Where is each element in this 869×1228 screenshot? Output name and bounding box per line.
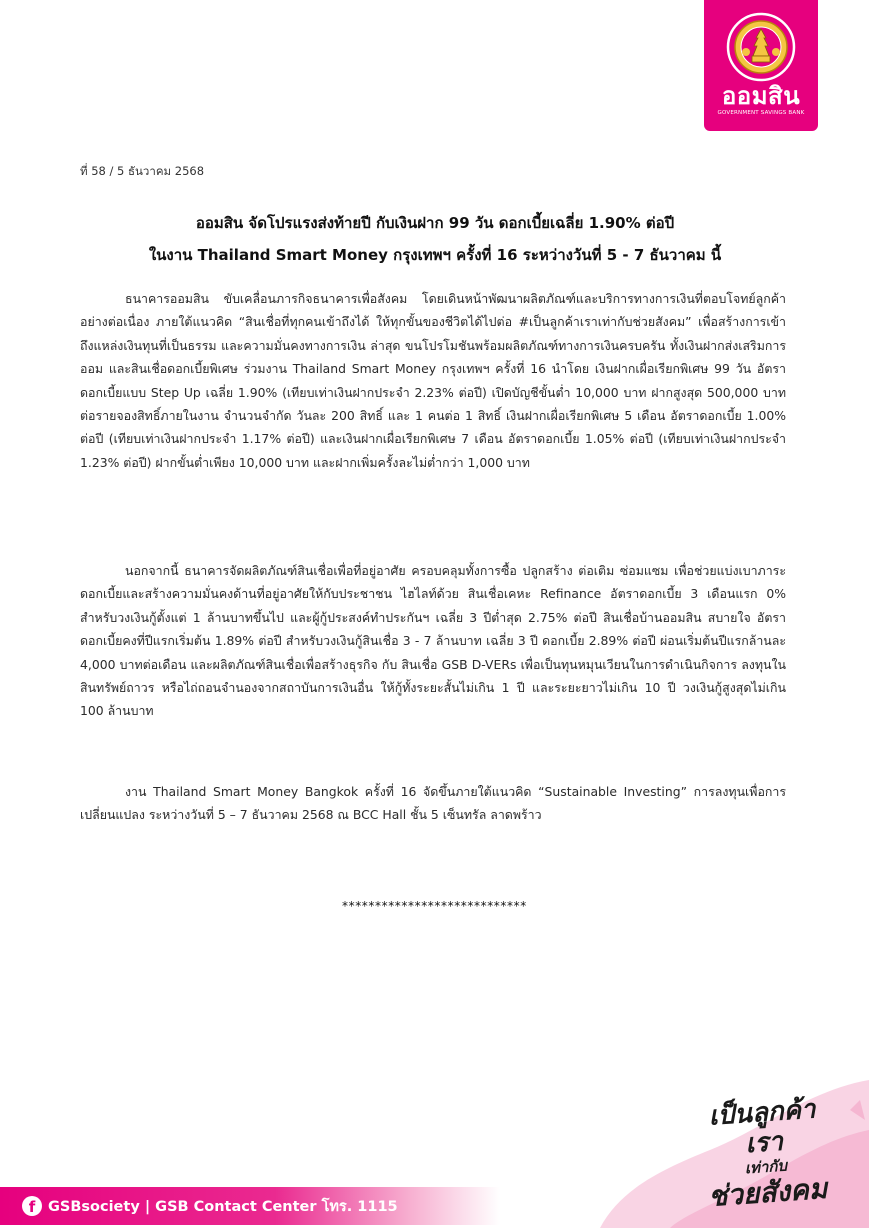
gsb-logo (704, 0, 818, 131)
headline-line-2: ในงาน Thailand Smart Money กรุงเทพฯ ครั้งที่ 16 ระหว่างวันที่ 5 - 7 ธันวาคม นี้ (148, 246, 722, 264)
body-paragraph-1 (80, 287, 786, 474)
slogan-line-1: เป็นลูกค้าเรา (707, 1094, 817, 1160)
logo-name: ออมสิน (721, 82, 801, 110)
paragraph-text: ธนาคารออมสิน ขับเคลื่อนภารกิจธนาคารเพื่อสังคม โดยเดินหน้าพัฒนาผลิตภัณฑ์และบริการทางการเงินที่ตอบโจทย์ลูกค้าอย่างต่อเนื่อง ภายใต้แนวคิด “สินเชื่อที่ทุกคนเข้าถึงได้ ให้ทุกขั้นของชีวิตได้ไปต่อ #เป็นลูกค้าเราเท่ากับช่วยสังคม” เพื่อสร้างการเข้าถึงแหล่งเงินทุนที่เป็นธรรม และความมั่นคงทางการเงิน ล่าสุด ขนโปรโมชันพร้อมผลิตภัณฑ์ทางการเงินครบครัน ทั้งเงินฝากส่งเสริมการออม และสินเชื่อดอกเบี้ยพิเศษ ร่วมงาน Thailand Smart Money กรุงเทพฯ ครั้งที่ 16 นำโดย เงินฝากเผื่อเรียกพิเศษ 99 วัน อัตราดอกเบี้ยแบบ Step Up เฉลี่ย 1.90% (เทียบเท่าเงินฝากประจำ 2.23% ต่อปี) เปิดบัญชีขั้นต่ำ 10,000 บาท ฝากสูงสุด 500,000 บาทต่อรายจองสิทธิ์ภายในงาน จำนวนจำกัด วันละ 200 สิทธิ์ และ 1 คนต่อ 1 สิทธิ์ เงินฝากเผื่อเรียกพิเศษ 5 เดือน อัตราดอกเบี้ย 1.00% ต่อปี (เทียบเท่าเงินฝากประจำ 1.17% ต่อปี) และเงินฝากเผื่อเรียกพิเศษ 7 เดือน อัตราดอกเบี้ย 1.05% ต่อปี (เทียบเท่าเงินฝากประจำ 1.23% ต่อปี) ฝากขั้นต่ำเพียง 10,000 บาท และฝากเพิ่มครั้งละไม่ต่ำกว่า 1,000 บาท (80, 291, 786, 470)
footer-bar (0, 1187, 500, 1225)
body-paragraph-3 (80, 780, 786, 827)
slogan-line-3: ช่วยสังคม (707, 1171, 829, 1214)
slogan-line-2: เท่ากับ (744, 1156, 788, 1178)
paragraph-text: งาน Thailand Smart Money Bangkok ครั้งที่ 16 จัดขึ้นภายใต้แนวคิด “Sustainable Investing” การลงทุนเพื่อการเปลี่ยนแปลง ระหว่างวันที่ 5 – 7 ธันวาคม 2568 ณ BCC Hall ชั้น 5 เซ็นทรัล ลาดพร้าว (80, 784, 786, 823)
campaign-slogan (696, 1094, 833, 1215)
paragraph-text: นอกจากนี้ ธนาคารจัดผลิตภัณฑ์สินเชื่อเพื่อที่อยู่อาศัย ครอบคลุมทั้งการซื้อ ปลูกสร้าง ต่อเติม ซ่อมแซม เพื่อช่วยแบ่งเบาภาระดอกเบี้ยและสร้างความมั่นคงด้านที่อยู่อาศัยให้กับประชาชน ไฮไลท์ด้วย สินเชื่อเคหะ Refinance อัตราดอกเบี้ย 3 เดือนแรก 0% สำหรับวงเงินกู้ตั้งแต่ 1 ล้านบาทขึ้นไป และผู้กู้ประสงค์ทำประกันฯ เฉลี่ย 3 ปีต่ำสุด 2.75% ต่อปี สินเชื่อบ้านออมสิน สบายใจ อัตราดอกเบี้ยคงที่ปีแรกเริ่มต้น 1.89% ต่อปี สำหรับวงเงินกู้สินเชื่อ 3 - 7 ล้านบาท เฉลี่ย 3 ปี ดอกเบี้ย 2.89% ต่อปี ผ่อนเริ่มต้นปีแรกล้านละ 4,000 บาทต่อเดือน และผลิตภัณฑ์สินเชื่อเพื่อสร้างธุรกิจ กับ สินเชื่อ GSB D-VERs เพื่อเป็นทุนหมุนเวียนในการดำเนินกิจการ ลงทุนในสินทรัพย์ถาวร หรือไถ่ถอนจำนองจากสถาบันการเงินอื่น ให้กู้ทั้งระยะสั้นไม่เกิน 1 ปี และระยะยาวไม่เกิน 10 ปี วงเงินกู้สูงสุดไม่เกิน 100 ล้านบาท (80, 563, 786, 719)
headline-line-1: ออมสิน จัดโปรแรงส่งท้ายปี กับเงินฝาก 99 วัน ดอกเบี้ยเฉลี่ย 1.90% ต่อปี (195, 214, 675, 232)
facebook-icon: f (22, 1196, 42, 1216)
logo-subtitle: GOVERNMENT SAVINGS BANK (717, 110, 805, 116)
document-number: ที่ 58 / 5 ธันวาคม 2568 (80, 164, 205, 178)
footer-contact-text: GSBsociety | GSB Contact Center โทร. 1115 (48, 1198, 398, 1215)
gsb-emblem-icon (726, 12, 796, 82)
body-paragraph-2 (80, 559, 786, 723)
end-separator: **************************** (342, 899, 527, 913)
